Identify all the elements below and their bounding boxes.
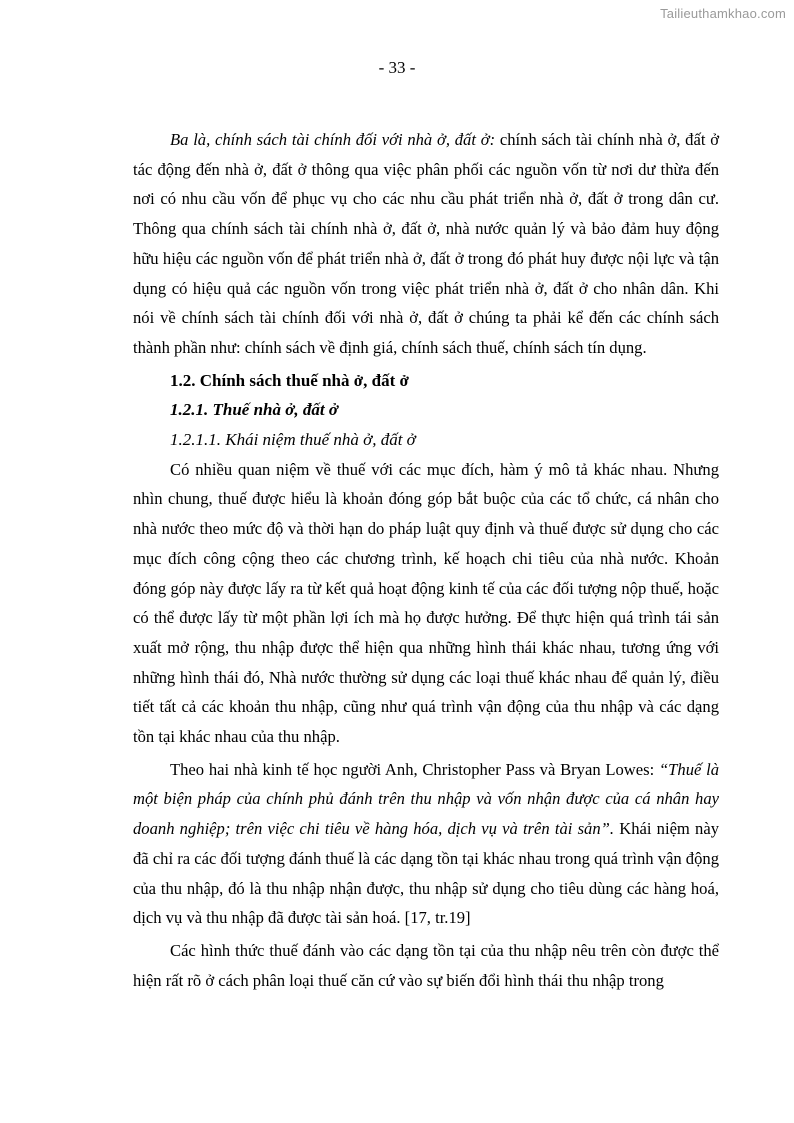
paragraph-definition-quote (133, 755, 719, 933)
subsection-heading: 1.2.1. Thuế nhà ở, đất ở (170, 400, 338, 420)
paragraph-tax-forms: Các hình thức thuế đánh vào các dạng tồn tại của thu nhập nêu trên còn được thể hiện rất rõ ở cách phân loại thuế căn cứ vào sự biến đổi hình thái thu nhập trong (133, 940, 719, 990)
italic-quote: “Thuế là một biện pháp của chính phủ đánh trên thu nhập và vốn nhận được của cá nhân hay doanh nghiệp; trên việc chi tiêu về hàng hóa, dịch vụ và trên tài sản”. (133, 759, 719, 839)
paragraph-text: Khái niệm này đã chỉ ra các đối tượng đánh thuế là các dạng tồn tại khác nhau trong quá trình vận động của thu nhập, đó là thu nhập nhận được, thu nhập sử dụng cho tiêu dùng các hàng hoá, dịch vụ và thu nhập đã được tài sản hoá. [17, tr.19] (133, 819, 719, 928)
paragraph-lead-italic: Ba là, chính sách tài chính đối với nhà ở, đất ở: (170, 130, 496, 149)
sub-subsection-heading: 1.2.1.1. Khái niệm thuế nhà ở, đất ở (170, 430, 416, 450)
paragraph-text: chính sách tài chính nhà ở, đất ở tác động đến nhà ở, đất ở thông qua việc phân phối các nguồn vốn từ nơi dư thừa đến nơi có nhu cầu vốn để phục vụ cho các nhu cầu phát triển nhà ở, đất ở trong dân cư. Thông qua chính sách tài chính nhà ở, đất ở, nhà nước quản lý và bảo đảm huy động hữu hiệu các nguồn vốn để phát triển nhà ở, đất ở trong đó phát huy được nội lực và tận dụng có hiệu quả các nguồn vốn trong việc phát triển nhà ở, đất ở cho nhân dân. Khi nói về chính sách tài chính đối với nhà ở, đất ở chúng ta phải kể đến các chính sách thành phần như: chính sách về định giá, chính sách thuế, chính sách tín dụng. (133, 130, 719, 357)
paragraph-lead: Theo hai nhà kinh tế học người Anh, Christopher Pass và Bryan Lowes: (170, 759, 659, 779)
document-body (133, 125, 719, 995)
paragraph-tax-concept: Có nhiều quan niệm về thuế với các mục đích, hàm ý mô tả khác nhau. Nhưng nhìn chung, thuế được hiểu là khoản đóng góp bắt buộc của các tổ chức, cá nhân cho nhà nước theo mức độ và thời hạn do pháp luật quy định và thuế được sử dụng cho các mục đích công cộng theo các chương trình, kế hoạch chi tiêu của nhà nước. Khoản đóng góp này được lấy ra từ kết quả hoạt động kinh tế của các đối tượng nộp thuế, hoặc có thể được lấy từ một phần lợi ích mà họ được hưởng. Để thực hiện quá trình tái sản xuất mở rộng, thu nhập được thể hiện qua những hình thái khác nhau, tương ứng với những hình thái đó, Nhà nước thường sử dụng các loại thuế khác nhau để quản lý, điều tiết tất cả các khoản thu nhập, cũng như quá trình vận động của thu nhập và các dạng tồn tại khác nhau của thu nhập. (133, 459, 719, 747)
section-heading: 1.2. Chính sách thuế nhà ở, đất ở (170, 370, 409, 390)
watermark: Tailieuthamkhao.com (660, 6, 786, 21)
paragraph-financial-policy (133, 125, 719, 363)
page-number: - 33 - (378, 58, 416, 77)
